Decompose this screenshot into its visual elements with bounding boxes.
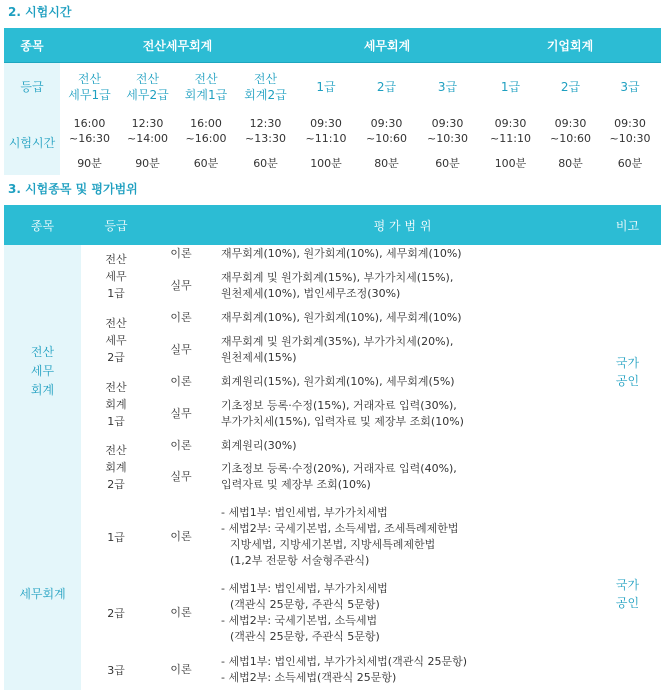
type-theory: 이론 [170,606,192,619]
scope-cell: 재무회계(10%), 원가회계(10%), 세무회계(10%) [221,247,462,260]
exam-time-label: 시험시간 [4,111,60,175]
note-national-certified: 국가 공인 [615,578,640,610]
note-national-certified: 국가 공인 [615,355,640,388]
time-cell: 16:00 ~16:00 [185,117,227,145]
duration-cell: 60분 [193,156,219,170]
time-cell: 09:30 ~10:60 [366,117,407,145]
scope-cell: 재무회계 및 원가회계(15%), 부가가치세(15%), 원천제세(10%), 법인세무조정(30%) [221,270,454,300]
type-practice: 실무 [170,343,192,356]
duration-cell: 60분 [435,156,460,170]
grade-cell: 2급 [560,80,581,94]
section-title-exam-scope: 3. 시험종목 및 평가범위 [8,182,138,196]
header-kind: 종목 [4,28,60,63]
time-cell: 09:30 ~10:30 [427,117,468,145]
time-cell: 09:30 ~11:10 [490,117,531,145]
scope-cell: - 세법1부: 법인세법, 부가가치세법(객관식 25문항) - 세법2부: 소득세법(객관식 25문항) [221,655,468,684]
duration-cell: 90분 [135,156,160,170]
time-cell: 09:30 ~10:60 [550,117,591,145]
duration-cell: 90분 [77,156,102,170]
grade-cell: 전산 회계 1급 [105,380,127,428]
header-note: 비고 [594,205,661,245]
time-cell: 09:30 ~11:10 [305,117,347,145]
grade-row [4,63,661,112]
type-theory: 이론 [170,311,192,324]
grade-cell: 전산 세무1급 [68,72,111,102]
grade-cell: 3급 [107,663,125,677]
group-tax-accounting: 세무회계 [4,498,81,690]
time-row [4,111,661,151]
header-tax-accounting: 세무회계 [295,28,479,63]
duration-cell: 100분 [494,156,527,170]
time-cell: 12:30 ~14:00 [127,117,168,145]
header-corporate-accounting: 기업회계 [479,28,661,63]
grade-cell: 1급 [107,530,125,544]
type-practice: 실무 [170,278,192,292]
grade-cell: 3급 [620,80,640,94]
type-theory: 이론 [170,439,192,452]
table-row [4,308,661,328]
grade-label: 등급 [4,63,60,112]
duration-cell: 100분 [310,156,342,170]
header-grade: 등급 [81,205,151,245]
time-cell: 16:00 ~16:30 [69,117,110,145]
exam-scope-table [4,205,661,690]
table-row [4,498,661,576]
grade-cell: 전산 회계 2급 [105,443,127,491]
grade-cell: 전산 세무 2급 [105,316,127,364]
type-theory: 이론 [170,663,192,676]
grade-cell: 3급 [437,80,458,94]
table-row [4,576,661,650]
grade-cell: 전산 회계1급 [184,72,228,102]
type-theory: 이론 [170,247,192,260]
type-theory: 이론 [170,530,192,543]
header-scope: 평 가 범 위 [211,205,594,245]
grade-cell: 전산 세무 1급 [105,253,127,300]
exam-scope-header-row [4,205,661,245]
scope-cell: 재무회계(10%), 원가회계(10%), 세무회계(10%) [221,311,462,324]
type-theory: 이론 [170,375,192,388]
group-computer-tax-accounting: 전산 세무 회계 [4,245,81,498]
scope-cell: 기초정보 등록·수정(15%), 거래자료 입력(30%), 부가가치세(15%), 입력자료 및 제장부 조회(10%) [221,399,464,428]
type-practice: 실무 [170,470,192,483]
header-type [151,205,211,245]
table-row [4,650,661,690]
scope-cell: 회계원리(15%), 원가회계(10%), 세무회계(5%) [221,375,455,388]
duration-row [4,151,661,175]
time-cell: 09:30 ~10:30 [609,117,651,145]
scope-cell: 회계원리(30%) [221,439,297,452]
duration-cell: 80분 [558,156,583,170]
duration-cell: 80분 [374,156,399,170]
grade-cell: 1급 [316,80,336,94]
scope-cell: 재무회계 및 원가회계(35%), 부가가치세(20%), 원천제세(15%) [221,335,454,364]
exam-time-table [4,28,661,175]
duration-cell: 60분 [253,156,278,170]
table-row [4,245,661,263]
duration-cell: 60분 [617,156,643,170]
time-cell: 12:30 ~13:30 [245,117,286,145]
scope-cell: - 세법1부: 법인세법, 부가가치세법 - 세법2부: 국세기본법, 소득세법, 조세특례제한법 지방세법, 지방세기본법, 지방세특례제한법 (1,2부 전문항 서술형주관식) [221,506,459,567]
type-practice: 실무 [170,407,192,420]
header-computer-tax-accounting: 전산세무회계 [60,28,295,63]
grade-cell: 2급 [107,606,125,620]
exam-time-header-row [4,28,661,63]
grade-cell: 1급 [500,80,521,94]
grade-cell: 전산 회계2급 [244,72,287,102]
grade-cell: 2급 [376,80,397,94]
scope-cell: 기초정보 등록·수정(20%), 거래자료 입력(40%), 입력자료 및 제장부 조회(10%) [221,462,457,491]
header-kind: 종목 [4,205,81,245]
table-row [4,372,661,392]
section-title-exam-time: 2. 시험시간 [8,5,72,19]
scope-cell: - 세법1부: 법인세법, 부가가치세법 (객관식 25문항, 주관식 5문항) - 세법2부: 국세기본법, 소득세법 (객관식 25문항, 주관식 5문항) [221,582,388,643]
grade-cell: 전산 세무2급 [126,72,169,102]
table-row [4,436,661,456]
